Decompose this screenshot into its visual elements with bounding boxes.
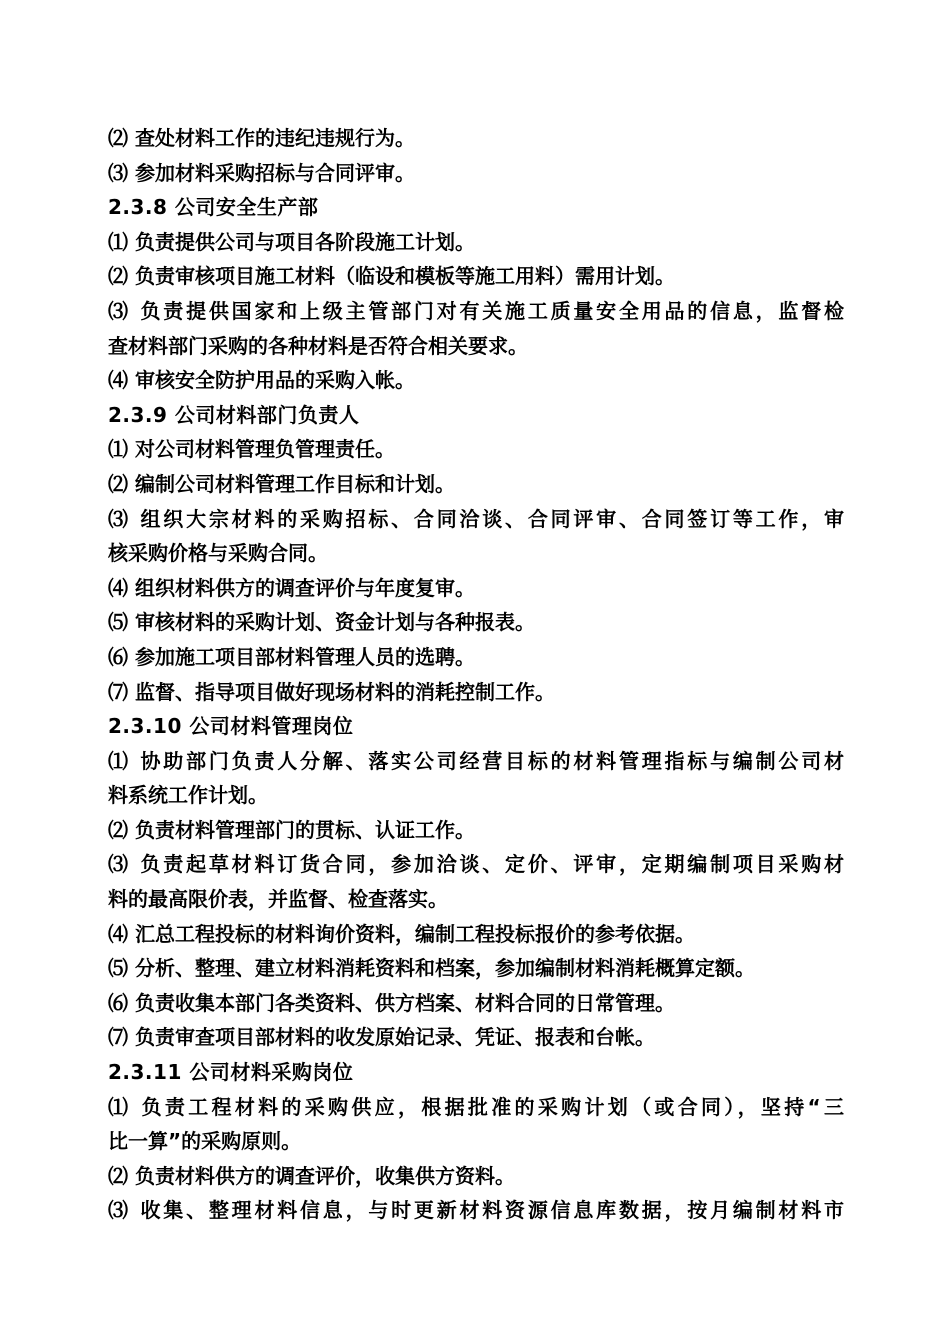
list-item: ⑶ 负责起草材料订货合同，参加洽谈、定价、评审，定期编制项目采购材 — [108, 852, 844, 877]
section-heading: 2.3.9 公司材料部门负责人 — [108, 402, 360, 427]
list-item: ⑴ 负责提供公司与项目各阶段施工计划。 — [108, 229, 475, 254]
list-item-continuation: 料系统工作计划。 — [108, 783, 268, 808]
list-item: ⑺ 负责审查项目部材料的收发原始记录、凭证、报表和台帐。 — [108, 1025, 655, 1050]
list-item: ⑴ 负责工程材料的采购供应，根据批准的采购计划（或合同），坚持“三 — [108, 1094, 844, 1119]
list-item-continuation: 查材料部门采购的各种材料是否符合相关要求。 — [108, 333, 528, 358]
list-item: ⑷ 汇总工程投标的材料询价资料，编制工程投标报价的参考依据。 — [108, 921, 695, 946]
list-item: ⑷ 审核安全防护用品的采购入帐。 — [108, 368, 415, 393]
list-item: ⑵ 负责材料供方的调查评价，收集供方资料。 — [108, 1163, 515, 1188]
document-body — [108, 121, 844, 1228]
list-item: ⑸ 分析、整理、建立材料消耗资料和档案，参加编制材料消耗概算定额。 — [108, 956, 755, 981]
list-item: ⑴ 对公司材料管理负管理责任。 — [108, 437, 395, 462]
list-item: ⑷ 组织材料供方的调查评价与年度复审。 — [108, 575, 475, 600]
list-item: ⑵ 编制公司材料管理工作目标和计划。 — [108, 471, 455, 496]
list-item: ⑸ 审核材料的采购计划、资金计划与各种报表。 — [108, 610, 535, 635]
list-item: ⑵ 查处材料工作的违纪违规行为。 — [108, 126, 415, 150]
section-heading: 2.3.8 公司安全生产部 — [108, 195, 319, 220]
list-item: ⑶ 参加材料采购招标与合同评审。 — [108, 160, 415, 185]
list-item: ⑶ 负责提供国家和上级主管部门对有关施工质量安全用品的信息，监督检 — [108, 298, 844, 323]
list-item: ⑶ 收集、整理材料信息，与时更新材料资源信息库数据，按月编制材料市 — [108, 1198, 844, 1223]
section-heading: 2.3.10 公司材料管理岗位 — [108, 714, 354, 739]
list-item: ⑹ 负责收集本部门各类资料、供方档案、材料合同的日常管理。 — [108, 990, 675, 1015]
list-item: ⑶ 组织大宗材料的采购招标、合同洽谈、合同评审、合同签订等工作，审 — [108, 506, 844, 531]
list-item-continuation: 比一算”的采购原则。 — [108, 1129, 302, 1154]
list-item-continuation: 料的最高限价表，并监督、检查落实。 — [108, 887, 448, 912]
list-item: ⑺ 监督、指导项目做好现场材料的消耗控制工作。 — [108, 679, 555, 704]
list-item: ⑵ 负责材料管理部门的贯标、认证工作。 — [108, 817, 475, 842]
list-item: ⑵ 负责审核项目施工材料（临设和模板等施工用料）需用计划。 — [108, 264, 675, 289]
section-heading: 2.3.11 公司材料采购岗位 — [108, 1060, 354, 1085]
list-item-continuation: 核采购价格与采购合同。 — [108, 541, 328, 566]
list-item: ⑴ 协助部门负责人分解、落实公司经营目标的材料管理指标与编制公司材 — [108, 748, 844, 773]
list-item: ⑹ 参加施工项目部材料管理人员的选聘。 — [108, 644, 475, 669]
